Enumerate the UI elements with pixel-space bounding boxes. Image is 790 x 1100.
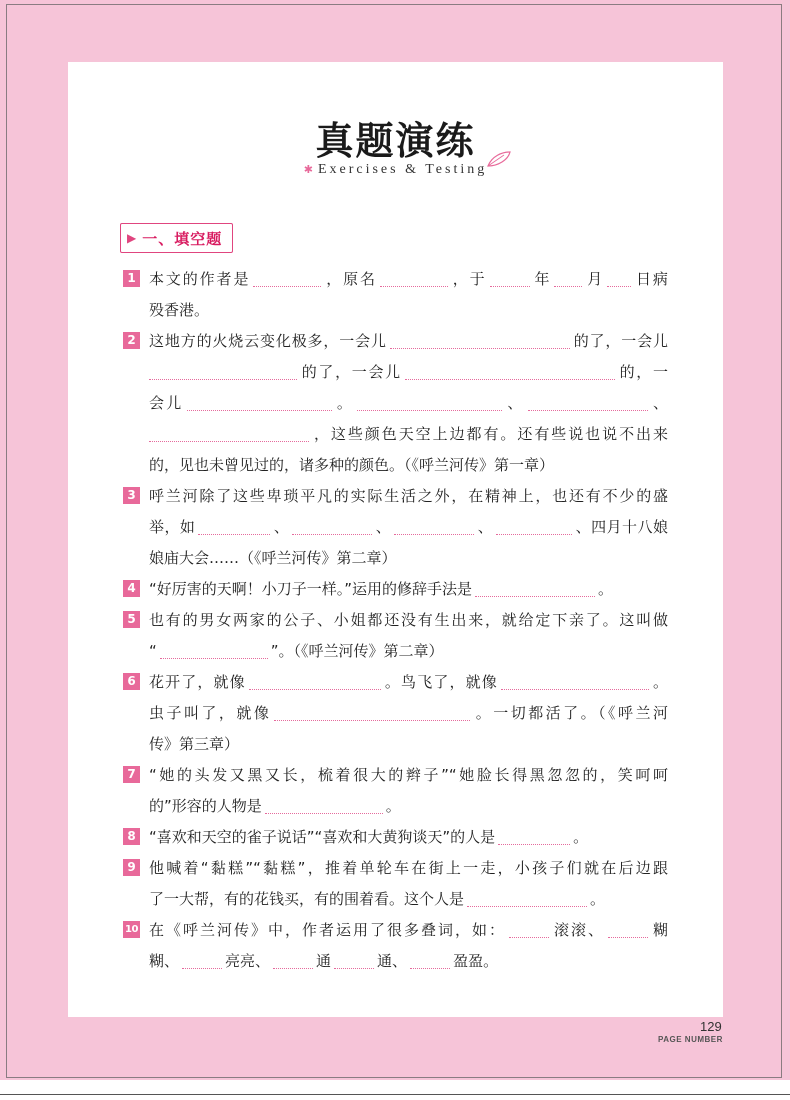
star-icon: ✱ (303, 164, 316, 176)
answer-blank[interactable] (498, 825, 570, 845)
question-number: 3 (123, 487, 140, 504)
question-2 (123, 326, 668, 481)
question-line: 会儿 。 、 、 (149, 388, 668, 419)
question-10 (123, 915, 668, 977)
question-list (123, 264, 668, 977)
question-line: 虫子叫了，就像 。一切都活了。（《呼兰河 (149, 698, 668, 729)
question-line: “喜欢和天空的雀子说话”“喜欢和大黄狗谈天”的人是 。 (149, 822, 668, 853)
question-6 (123, 667, 668, 760)
question-line: “ ”。（《呼兰河传》第二章） (149, 636, 668, 667)
section-label: 一、填空题 (142, 229, 223, 248)
question-number: 2 (123, 332, 140, 349)
question-8 (123, 822, 668, 853)
page-number: 129 (700, 1019, 722, 1034)
question-number: 6 (123, 673, 140, 690)
question-line: 娘庙大会……（《呼兰河传》第二章） (149, 549, 397, 567)
page-title: 真题演练 (315, 118, 476, 163)
question-line: 他喊着“黏糕”“黏糕”，推着单轮车在街上一走，小孩子们就在后边跟 (149, 859, 668, 877)
page-subtitle (68, 162, 723, 178)
answer-blank[interactable] (273, 949, 313, 969)
question-number: 8 (123, 828, 140, 845)
answer-blank[interactable] (249, 670, 381, 690)
answer-blank[interactable] (394, 515, 474, 535)
answer-blank[interactable] (405, 360, 615, 380)
answer-blank[interactable] (496, 515, 572, 535)
question-9 (123, 853, 668, 915)
answer-blank[interactable] (554, 267, 582, 287)
question-line: 殁香港。 (149, 301, 210, 319)
question-line: “好厉害的天啊！小刀子一样。”运用的修辞手法是 。 (149, 574, 668, 605)
question-line: “她的头发又黑又长，梳着很大的辫子”“她脸长得黑忽忽的，笑呵呵 (149, 766, 668, 784)
answer-blank[interactable] (274, 701, 470, 721)
question-5 (123, 605, 668, 667)
question-line: 也有的男女两家的公子、小姐都还没有生出来，就给定下亲了。这叫做 (149, 611, 668, 629)
question-line: 了一大帮，有的花钱买，有的围着看。这个人是 。 (149, 884, 668, 915)
answer-blank[interactable] (467, 887, 587, 907)
answer-blank[interactable] (390, 329, 570, 349)
bottom-rule (0, 1094, 790, 1095)
question-line: 的，见也未曾见过的，诸多种的颜色。（《呼兰河传》第一章） (149, 456, 555, 474)
question-line: 呼兰河除了这些卑琐平凡的实际生活之外，在精神上，也还有不少的盛 (149, 487, 668, 505)
question-number: 5 (123, 611, 140, 628)
subtitle-text: Exercises & Testing (317, 162, 488, 177)
answer-blank[interactable] (509, 918, 549, 938)
answer-blank[interactable] (334, 949, 374, 969)
question-7 (123, 760, 668, 822)
question-number: 4 (123, 580, 140, 597)
bottom-strip (0, 1080, 790, 1100)
question-line: 的了，一会儿 的，一 (149, 357, 668, 388)
page-sheet (68, 62, 723, 1017)
question-number: 1 (123, 270, 140, 287)
answer-blank[interactable] (528, 391, 648, 411)
answer-blank[interactable] (182, 949, 222, 969)
answer-blank[interactable] (357, 391, 502, 411)
triangle-right-icon: ▶ (127, 231, 137, 245)
answer-blank[interactable] (198, 515, 270, 535)
answer-blank[interactable] (149, 360, 297, 380)
answer-blank[interactable] (292, 515, 372, 535)
answer-blank[interactable] (410, 949, 450, 969)
answer-blank[interactable] (501, 670, 649, 690)
question-number: 10 (123, 921, 140, 938)
question-line: 花开了，就像 。鸟飞了，就像 。 (149, 667, 668, 698)
question-4 (123, 574, 668, 605)
question-number: 9 (123, 859, 140, 876)
question-number: 7 (123, 766, 140, 783)
answer-blank[interactable] (380, 267, 448, 287)
page-number-label: PAGE NUMBER (658, 1035, 723, 1044)
question-line: 在《呼兰河传》中，作者运用了很多叠词，如： 滚滚、 糊 (149, 915, 668, 946)
question-line: 糊、 亮亮、 通 通、 盈盈。 (149, 946, 668, 977)
question-1 (123, 264, 668, 326)
answer-blank[interactable] (253, 267, 321, 287)
question-line: 这地方的火烧云变化极多，一会儿 的了，一会儿 (149, 326, 668, 357)
question-3 (123, 481, 668, 574)
answer-blank[interactable] (160, 639, 268, 659)
answer-blank[interactable] (187, 391, 332, 411)
answer-blank[interactable] (265, 794, 383, 814)
answer-blank[interactable] (490, 267, 530, 287)
answer-blank[interactable] (149, 422, 309, 442)
section-heading (120, 223, 233, 253)
answer-blank[interactable] (607, 267, 631, 287)
question-line: ，这些颜色天空上边都有。还有些说也说不出来 (149, 419, 668, 450)
question-line: 传》第三章） (149, 735, 240, 753)
question-line: 举，如 、 、 、 、四月十八娘 (149, 512, 668, 543)
question-line: 本文的作者是 ，原名 ，于 年 月 日病 (149, 264, 668, 295)
question-line: 的”形容的人物是 。 (149, 791, 668, 822)
answer-blank[interactable] (608, 918, 648, 938)
answer-blank[interactable] (475, 577, 595, 597)
